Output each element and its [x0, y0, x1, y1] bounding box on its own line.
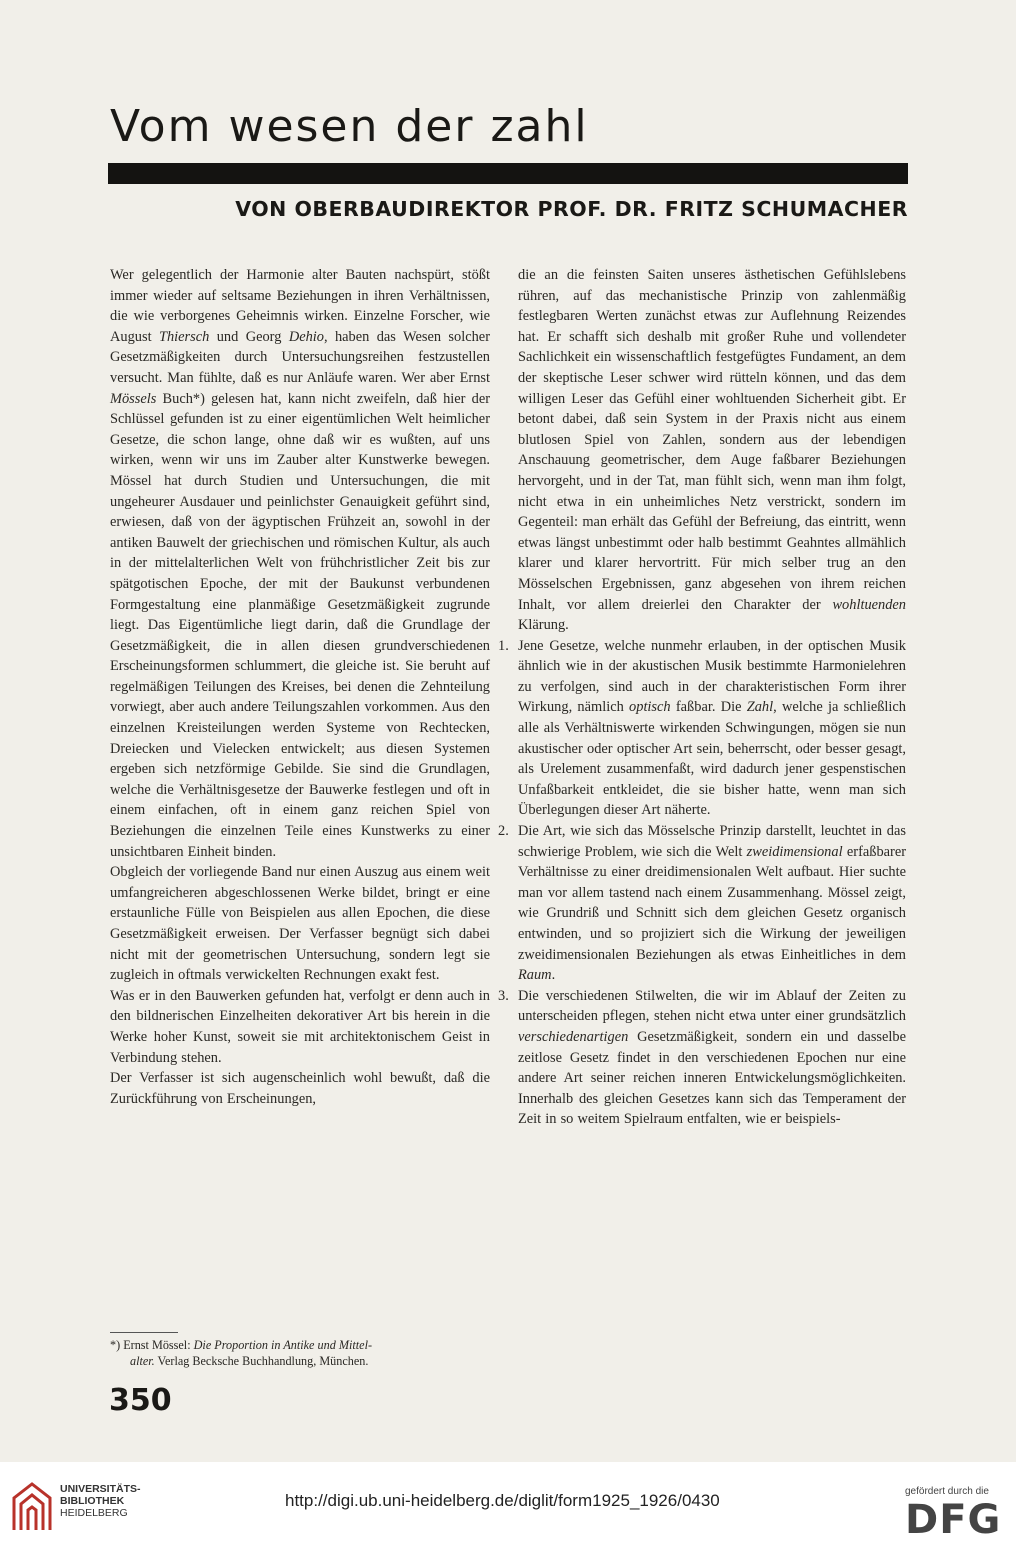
funding-note: gefördert durch die — [905, 1486, 989, 1497]
footnote-author: Ernst Mössel: — [123, 1338, 194, 1352]
footnote-work-part2: alter. — [130, 1354, 155, 1368]
footnote-marker: *) — [110, 1338, 121, 1352]
text-run: Klärung. — [518, 617, 569, 634]
text-run: und Georg — [209, 328, 289, 345]
library-line-2: BIBLIOTHEK — [60, 1495, 125, 1507]
text-run: faßbar. Die — [670, 699, 747, 716]
emphasis-text: optisch — [629, 699, 671, 716]
article-byline: VON OBERBAUDIREKTOR PROF. DR. FRITZ SCHUMACHER — [235, 197, 908, 221]
text-run: die an die feinsten Saiten unseres ästhetischen Gefühlslebens rühren, auf das mechanistische Prinzip von zahlenmäßig festlegbaren Werten zunächst etwas zur Auflehnung Reizendes hat. Er schafft sich deshalb mit großer Ruhe und vollendeter Sachlichkeit ein wissenschaftlich festgefügtes Fundament, an dem der skeptische Leser schwer wird rütteln können, und das dem willigen Leser das Gefühl einer wohltuenden Sicherheit gibt. Er betont dabei, daß sein System in der Praxis nicht aus einem blutlosen Spiel von Zahlen, sondern aus der lebendigen Anschauung geometrischer, dem Auge faßbarer Beziehungen hervorgeht, und in der Tat, man fühlt sich, wenn man ihm folgt, nicht etwa in ein unheimliches Netz verstrickt, sondern im Gegenteil: man erhält das Gefühl der Befreiung, das eintritt, wenn etwas längst unbestimmt oder halb bestimmt Geahntes allmählich klarer und klarer hervortritt. Für mich selber trug an den Mösselschen Ergebnissen, ganz abgesehen von ihrem reichen Inhalt, vor allem dreierlei den Charakter der — [518, 267, 906, 613]
emphasis-text: Zahl — [746, 699, 774, 716]
library-line-3: HEIDELBERG — [60, 1507, 128, 1519]
source-url-link[interactable]: http://digi.ub.uni-heidelberg.de/diglit/form1925_1926/0430 — [285, 1491, 720, 1510]
title-rule — [108, 163, 908, 184]
body-column-right — [498, 265, 906, 1130]
text-run: Wer gelegentlich der Harmonie alter Bauten nachspürt, stößt immer wieder auf seltsame Beziehungen in ihren Verhältnissen, die wie verborgenes Geheimnis wirken. Einzelne Forscher, wie August — [110, 267, 490, 345]
text-run: , welche ja schließlich alle als Verhältniswerte wirkenden Schwingungen, mögen sie nun akustischer oder optischer Art sein, beherrscht, oder besser gesagt, als Urelement zusammenfaßt, wird dadurch jener gespenstischen Unfaßbarkeit entkleidet, die sie bisher hatte, wenn man sich Überlegungen dieser Art näherte. — [518, 699, 906, 819]
text-run: Der Verfasser ist sich augenscheinlich wohl bewußt, daß die Zurückführung von Erscheinungen, — [110, 1070, 490, 1107]
page-number: 350 — [109, 1383, 172, 1418]
text-run: erfaßbarer Verhältnisse zu einer dreidimensionalen Welt aufbaut. Hier suchte man vor allem tastend nach einem Zusammenhang. Mössel zeigt, wie Grundriß und Schnitt sich dem gleichen Gesetz organisch entwinden, und so projiziert sich die Wirkung der jeweiligen zweidimensionalen Beziehungen als etwas Einheitliches in dem — [518, 843, 906, 963]
emphasis-text: zweidimensional — [746, 843, 843, 860]
library-line-1: UNIVERSITÄTS- — [60, 1483, 141, 1495]
text-run: Jene Gesetze, welche nunmehr erlauben, in der optischen Musik ähnlich wie in der akustischen Musik bestimmte Harmonielehren zu verfolgen, sind auch in der charakteristischen Form ihrer Wirkung, nämlich — [518, 637, 906, 716]
item-number: 1. — [498, 637, 509, 654]
text-run: , haben das Wesen solcher Gesetzmäßigkeiten durch Untersuchungsreihen festzustellen versucht. Man fühlte, daß es nur Anläufe waren. Wer aber Ernst — [110, 328, 490, 386]
item-number: 2. — [498, 823, 509, 840]
text-run: Die verschiedenen Stilwelten, die wir im Ablauf der Zeiten zu unterscheiden pflegen, stehen nicht etwa unter einer grundsätzlich — [518, 987, 906, 1025]
emphasis-text: Raum — [518, 967, 552, 984]
emphasis-text: Thiersch — [158, 328, 210, 345]
text-run: Was er in den Bauwerken gefunden hat, verfolgt er denn auch in den bildnerischen Einzelheiten dekorativer Art bis herein in die Werke hoher Kunst, soweit sie mit architektonischem Geist in Verbindung stehen. — [110, 987, 490, 1066]
text-run: Gesetzmäßigkeit, sondern ein und dasselbe zeitlose Gesetz findet in den verschiedenen Epochen nur eine andere Art seiner reichen inneren Entwickelungsmöglichkeiten. Innerhalb des gleichen Gesetzes kann sich das Temperament der Zeit in so weitem Spielraum entfalten, wie er beispiels- — [518, 1028, 906, 1128]
emphasis-text: verschiedenartigen — [518, 1028, 629, 1045]
text-run: . — [551, 967, 556, 984]
numbered-paragraph — [498, 986, 906, 1130]
numbered-paragraph — [498, 821, 906, 986]
article-title: Vom wesen der zahl — [110, 101, 589, 152]
paragraph — [110, 986, 490, 1068]
library-logo-icon — [10, 1480, 54, 1534]
emphasis-text: Mössels — [110, 390, 157, 407]
footnote-publisher: Verlag Becksche Buchhandlung, München. — [154, 1354, 369, 1368]
emphasis-text: wohltuenden — [832, 596, 906, 613]
library-name — [60, 1483, 141, 1519]
footnote-work-part1: Die Proportion in Antike und Mittel- — [193, 1338, 373, 1352]
paragraph — [518, 265, 906, 636]
paragraph — [110, 265, 490, 862]
item-number: 3. — [498, 987, 509, 1004]
body-column-left — [110, 265, 490, 1109]
footnote — [110, 1337, 490, 1369]
paragraph — [110, 862, 490, 986]
paragraph — [110, 1068, 490, 1109]
dfg-logo: DFG — [905, 1497, 1002, 1543]
numbered-paragraph — [498, 636, 906, 821]
text-run: Die Art, wie sich das Mösselsche Prinzip darstellt, leuchtet in das schwierige Problem, wie sich die Welt — [518, 823, 906, 860]
text-run: Buch*) gelesen hat, kann nicht zweifeln, daß hier der Schlüssel gefunden ist zu einer eigentümlichen Welt heimlicher Gesetze, die schon lange, ohne daß wir es wußten, auf uns wirken, wenn wir uns im Zauber alter Kunstwerke bewegen. Mössel hat durch Studien und Untersuchungen, die mit ungeheurer Ausdauer und peinlichster Genauigkeit geführt sind, erwiesen, daß von der ägyptischen Frühzeit an, sowohl in der antiken Bauwelt der griechischen und römischen Kultur, als auch in der mittelalterlichen Welt von frühchristlicher Zeit bis zur spätgotischen Epoche, der mit der Baukunst verbundenen Formgestaltung eine planmäßige Gesetzmäßigkeit zugrunde liegt. Das Eigentümliche liegt darin, daß die Grundlage der Gesetzmäßigkeit, die in allen diesen grundverschiedenen Erscheinungsformen schlummert, die gleiche ist. Sie beruht auf regelmäßigen Teilungen des Kreises, bei denen die Zehnteilung vorwiegt, aber auch andere Teilungszahlen vorkommen. Aus den einzelnen Kreisteilungen werden Systeme von Rechtecken, Dreiecken und Vielecken entwickelt; aus diesen Systemen ergeben sich netzförmige Gebilde. Sie sind die Grundlagen, welche die Verhältnisgesetze der Bauwerke festlegen und oft in einem einfachen, oft in einem ganz reichen Spiel von Beziehungen die einzelnen Teile eines Kunstwerks zu einer unsichtbaren Einheit binden. — [110, 390, 490, 860]
text-run: Obgleich der vorliegende Band nur einen Auszug aus einem weit umfangreicheren abgeschlossenen Werke bildet, bringt er eine erstaunliche Fülle von Beispielen aus allen Epochen, die diese Gesetzmäßigkeit erweisen. Der Verfasser begnügt sich dabei nicht mit der geometrischen Untersuchung, sondern legt sie zugleich in oftmals verwickelten Rechnungen exakt fest. — [110, 864, 490, 984]
emphasis-text: Dehio — [288, 328, 324, 345]
footnote-rule — [110, 1332, 178, 1333]
